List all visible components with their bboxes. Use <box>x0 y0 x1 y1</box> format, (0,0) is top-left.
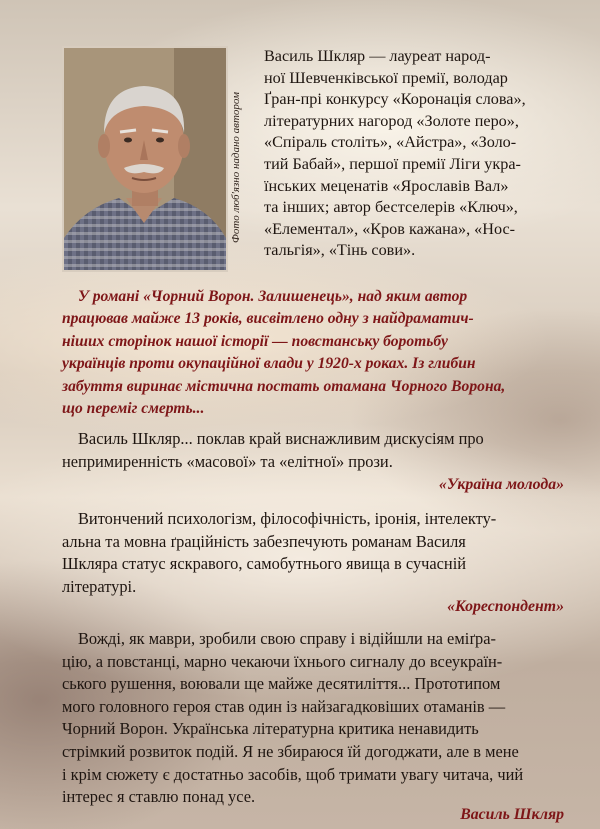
quote-line: ського рушення, воювали ще майже десятиліття... Прототипом <box>62 674 501 694</box>
author-photo <box>62 46 228 272</box>
review-quote-1 <box>62 428 564 473</box>
author-quote <box>62 628 564 809</box>
annotation-line: українців проти окупаційної влади у 1920-х роках. Із глибин <box>62 355 476 373</box>
quote-line: стрімкий розвиток подій. Я не збираюся їй догоджати, але в мене <box>62 741 519 761</box>
quote-line: Вожді, як маври, зробили свою справу і відійшли на еміґра- <box>78 629 496 648</box>
annotation-line: У романі «Чорний Ворон. Залишенець», над яким автор <box>78 288 468 305</box>
quote-line: Чорний Ворон. Українська літературна критика ненавидить <box>62 719 479 739</box>
quote-1-source: «Україна молода» <box>438 476 564 493</box>
review-quote-2 <box>62 508 564 598</box>
quote-line: непримиренність «масової» та «елітної» прози. <box>62 451 393 471</box>
quote-line: інтерес я ставлю понад усе. <box>62 787 256 807</box>
annotation-line: працював майже 13 років, висвітлено одну з найдраматич- <box>62 310 474 328</box>
quote-line: Василь Шкляр... поклав край виснажливим дискусіям про <box>78 429 484 448</box>
quote-line: цію, а повстанці, марно чекаючи їхнього сигналу до всеукраїн- <box>62 651 503 671</box>
bio-line: Василь Шкляр — лауреат народ- <box>264 47 491 65</box>
annotation-line: ніших сторінок нашої історії — повстанську боротьбу <box>62 332 448 350</box>
bio-line: тий Бабай», першої премії Ліги укра- <box>264 154 521 173</box>
author-bio <box>264 46 570 262</box>
quote-2-source: «Кореспондент» <box>447 598 564 615</box>
quote-line: літературі. <box>62 576 137 596</box>
bio-line: літературних нагород «Золоте перо», <box>264 111 519 130</box>
photo-credit: Фото люб'язно надано автором <box>230 92 242 244</box>
quote-line: мого головного героя став один із найзагадковіших отаманів — <box>62 696 506 716</box>
quote-line: Шкляра статус яскравого, самобутнього явища в сучасній <box>62 554 467 574</box>
author-quote-source: Василь Шкляр <box>460 806 564 823</box>
bio-line: їнських меценатів «Ярославів Вал» <box>264 176 509 195</box>
bio-line: «Елементал», «Кров кажана», «Нос- <box>264 219 516 238</box>
bio-line: ної Шевченківської премії, володар <box>264 68 508 87</box>
bio-line: тальгія», «Тінь сови». <box>264 241 416 260</box>
bio-line: та інших; автор бестселерів «Ключ», <box>264 198 518 217</box>
bio-line: Ґран-прі конкурсу «Коронація слова», <box>264 90 526 109</box>
book-annotation <box>62 286 564 420</box>
annotation-line: забуття виринає містична постать отамана Чорного Ворона, <box>62 377 506 395</box>
author-portrait-illustration <box>64 48 226 270</box>
quote-line: альна та мовна ґраційність забезпечують романам Василя <box>62 531 466 551</box>
quote-line: і крім сюжету є достатньо засобів, щоб тримати увагу читача, чий <box>62 764 524 784</box>
bio-line: «Спіраль століть», «Айстра», «Золо- <box>264 133 517 152</box>
annotation-line: що переміг смерть... <box>62 400 205 418</box>
quote-line: Витончений психологізм, філософічність, іронія, інтелекту- <box>78 509 497 528</box>
